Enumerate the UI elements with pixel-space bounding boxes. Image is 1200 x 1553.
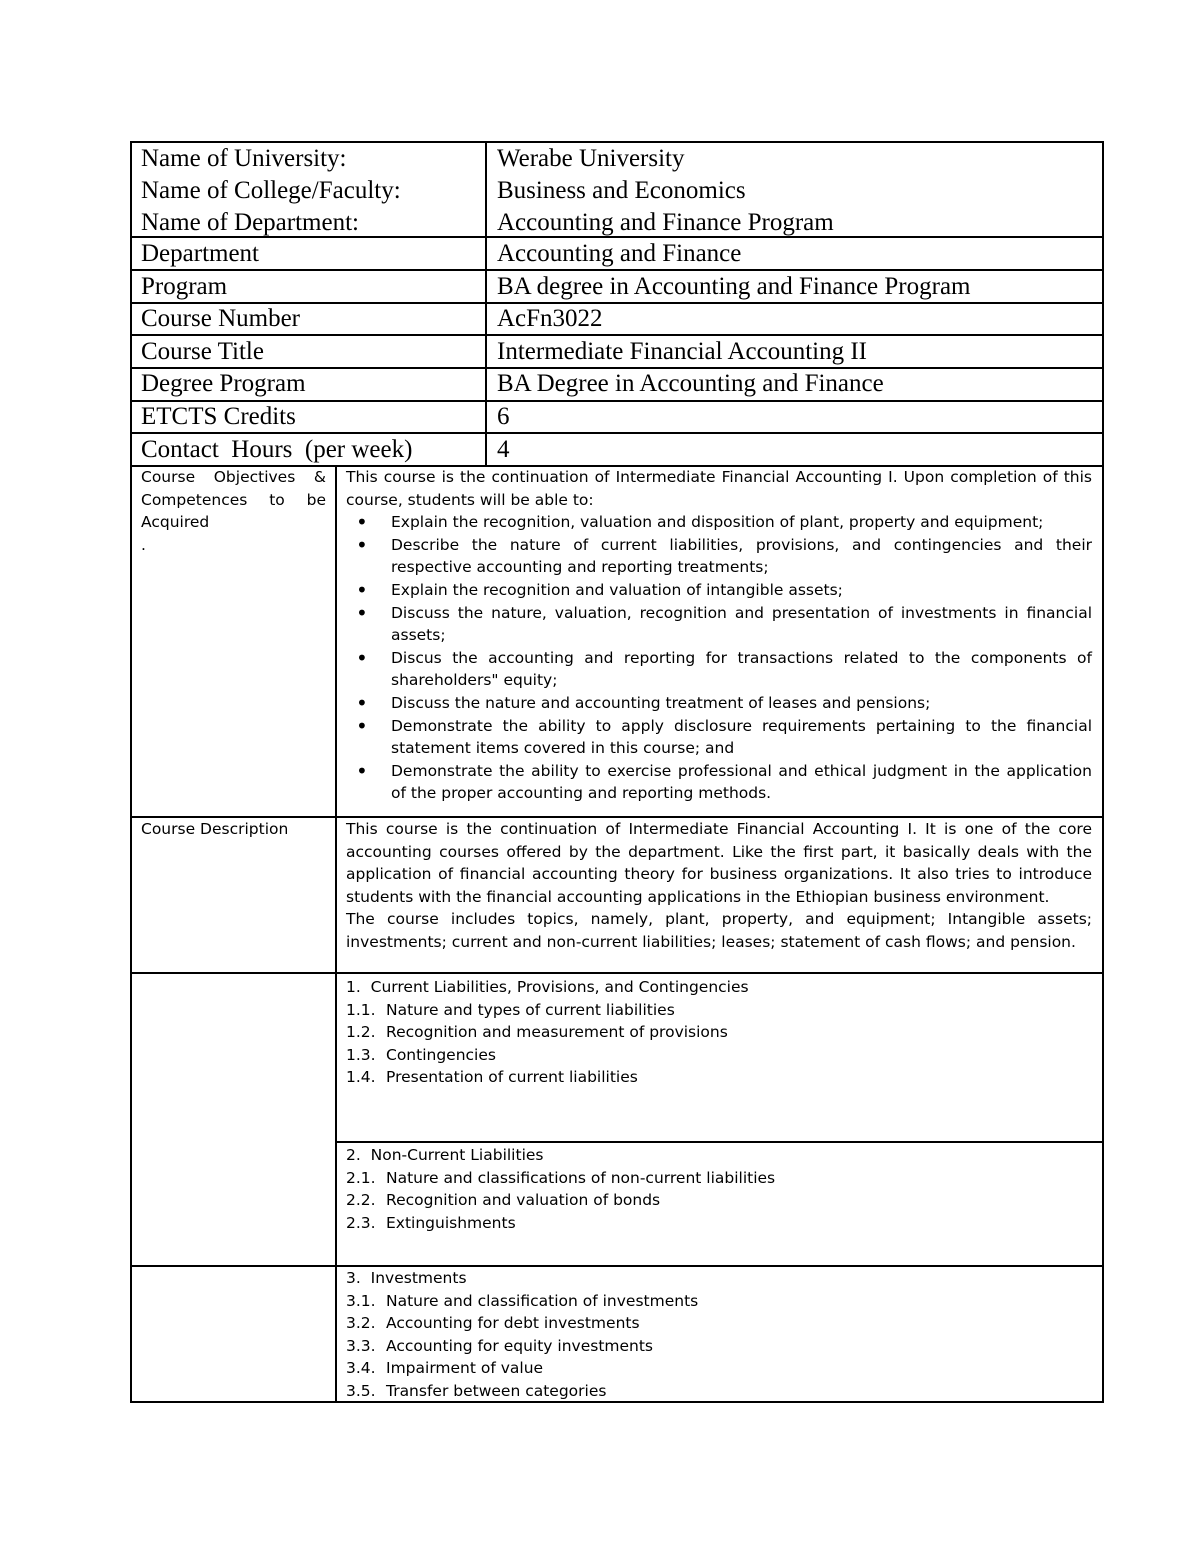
- item-text: Nature and classifications of non-current liabilities: [386, 1168, 776, 1187]
- section-title: [346, 1267, 698, 1290]
- objectives-label-mark: .: [141, 536, 146, 554]
- item-number: 3.4.: [346, 1359, 376, 1378]
- list-item: • Discus the accounting and reporting for transactions related to the components of shareholders" equity;: [346, 647, 1092, 692]
- department-value: Accounting and Finance: [497, 240, 742, 267]
- item-number: 1.2.: [346, 1023, 376, 1042]
- item-number: 3.5.: [346, 1381, 376, 1400]
- list-item: • Demonstrate the ability to apply disclosure requirements pertaining to the financial statement items covered in this course; and: [346, 715, 1092, 760]
- item-text: Extinguishments: [386, 1213, 516, 1232]
- program-label: Program: [141, 273, 228, 300]
- department-name-label: Name of Department:: [141, 209, 359, 236]
- item-number: 2.3.: [346, 1213, 376, 1232]
- department-label: Department: [141, 240, 260, 267]
- section-item: [346, 1044, 749, 1067]
- credits-label: ETCTS Credits: [141, 403, 296, 430]
- item-number: 2.2.: [346, 1191, 376, 1210]
- item-number: 1.4.: [346, 1068, 376, 1087]
- item-text: Nature and types of current liabilities: [386, 1000, 675, 1019]
- header-values: [497, 143, 834, 239]
- course-number-value: AcFn3022: [497, 305, 603, 332]
- section-item: [346, 1290, 698, 1313]
- table-border-right: [1102, 141, 1104, 1403]
- item-text: Accounting for debt investments: [386, 1314, 640, 1333]
- section-1: [346, 976, 749, 1089]
- program-value: BA degree in Accounting and Finance Program: [497, 273, 971, 300]
- item-text: Recognition and measurement of provisions: [386, 1023, 728, 1042]
- list-item: • Discuss the nature, valuation, recognition and presentation of investments in financial assets;: [346, 602, 1092, 647]
- list-item: • Explain the recognition and valuation of intangible assets;: [346, 579, 1092, 602]
- section-item: [346, 1066, 749, 1089]
- objectives-list: [346, 511, 1092, 805]
- university-value: Werabe University: [497, 145, 685, 172]
- section-item: [346, 1335, 698, 1358]
- section-number: 1.: [346, 978, 361, 996]
- course-title-value: Intermediate Financial Accounting II: [497, 338, 868, 365]
- item-text: Nature and classification of investments: [386, 1291, 699, 1310]
- item-number: 3.3.: [346, 1336, 376, 1355]
- section-title-text: Current Liabilities, Provisions, and Contingencies: [370, 978, 749, 996]
- item-text: Accounting for equity investments: [386, 1336, 654, 1355]
- objectives-content: [346, 466, 1092, 805]
- contact-hours-label: Contact Hours (per week): [141, 436, 413, 463]
- college-value: Business and Economics: [497, 177, 746, 204]
- contact-hours-value: 4: [497, 436, 510, 463]
- column-divider: [485, 141, 487, 467]
- section-title: [346, 1144, 775, 1167]
- item-text: Impairment of value: [386, 1359, 544, 1378]
- credits-value: 6: [497, 403, 510, 430]
- description-paragraph: The course includes topics, namely, plant, property, and equipment; Intangible assets; investments; current and non-current liabilities; leases; statement of cash flows; and pension.: [346, 910, 1092, 951]
- section-3: [346, 1267, 698, 1403]
- section-item: [346, 1312, 698, 1335]
- item-number: 1.1.: [346, 1000, 376, 1019]
- section-title-text: Investments: [370, 1269, 467, 1287]
- description-paragraph: This course is the continuation of Intermediate Financial Accounting I. It is one of the core accounting courses offered by the department. Like the first part, it basically deals with the application of financial accounting theory for business organizations. It also tries to introduce students with the financial accounting applications in the Ethiopian business environment.: [346, 820, 1092, 906]
- section-title: [346, 976, 749, 999]
- description-content: [346, 818, 1092, 954]
- department-name-value: Accounting and Finance Program: [497, 209, 834, 236]
- header-labels: [141, 143, 401, 239]
- list-item: • Describe the nature of current liabilities, provisions, and contingencies and their respective accounting and reporting treatments;: [346, 534, 1092, 579]
- degree-program-value: BA Degree in Accounting and Finance: [497, 370, 884, 397]
- section-item: [346, 1380, 698, 1403]
- row-divider: [335, 1141, 1104, 1143]
- section-item: [346, 1189, 775, 1212]
- item-number: 1.3.: [346, 1045, 376, 1064]
- table-border-left: [130, 141, 132, 1403]
- item-number: 2.1.: [346, 1168, 376, 1187]
- section-item: [346, 1357, 698, 1380]
- course-number-label: Course Number: [141, 305, 300, 332]
- objectives-intro: This course is the continuation of Intermediate Financial Accounting I. Upon completion of this course, students will be able to:: [346, 468, 1092, 509]
- section-2: [346, 1144, 775, 1234]
- item-text: Transfer between categories: [386, 1381, 607, 1400]
- section-item: [346, 1212, 775, 1235]
- item-number: 3.1.: [346, 1291, 376, 1310]
- item-text: Contingencies: [386, 1045, 496, 1064]
- description-label: Course Description: [141, 820, 289, 838]
- degree-program-label: Degree Program: [141, 370, 306, 397]
- item-text: Presentation of current liabilities: [386, 1068, 638, 1087]
- section-title-text: Non-Current Liabilities: [370, 1146, 544, 1164]
- college-label: Name of College/Faculty:: [141, 177, 401, 204]
- column-divider: [335, 465, 337, 1403]
- section-item: [346, 999, 749, 1022]
- item-text: Recognition and valuation of bonds: [386, 1191, 661, 1210]
- university-label: Name of University:: [141, 145, 347, 172]
- list-item: • Explain the recognition, valuation and disposition of plant, property and equipment;: [346, 511, 1092, 534]
- section-number: 3.: [346, 1269, 361, 1287]
- item-number: 3.2.: [346, 1314, 376, 1333]
- course-title-label: Course Title: [141, 338, 264, 365]
- objectives-label: Course Objectives & Competences to be Acquired: [141, 468, 326, 532]
- section-item: [346, 1167, 775, 1190]
- row-divider: [130, 972, 1104, 974]
- section-item: [346, 1021, 749, 1044]
- list-item: • Demonstrate the ability to exercise professional and ethical judgment in the application of the proper accounting and reporting methods.: [346, 760, 1092, 805]
- list-item: • Discuss the nature and accounting treatment of leases and pensions;: [346, 692, 1092, 715]
- section-number: 2.: [346, 1146, 361, 1164]
